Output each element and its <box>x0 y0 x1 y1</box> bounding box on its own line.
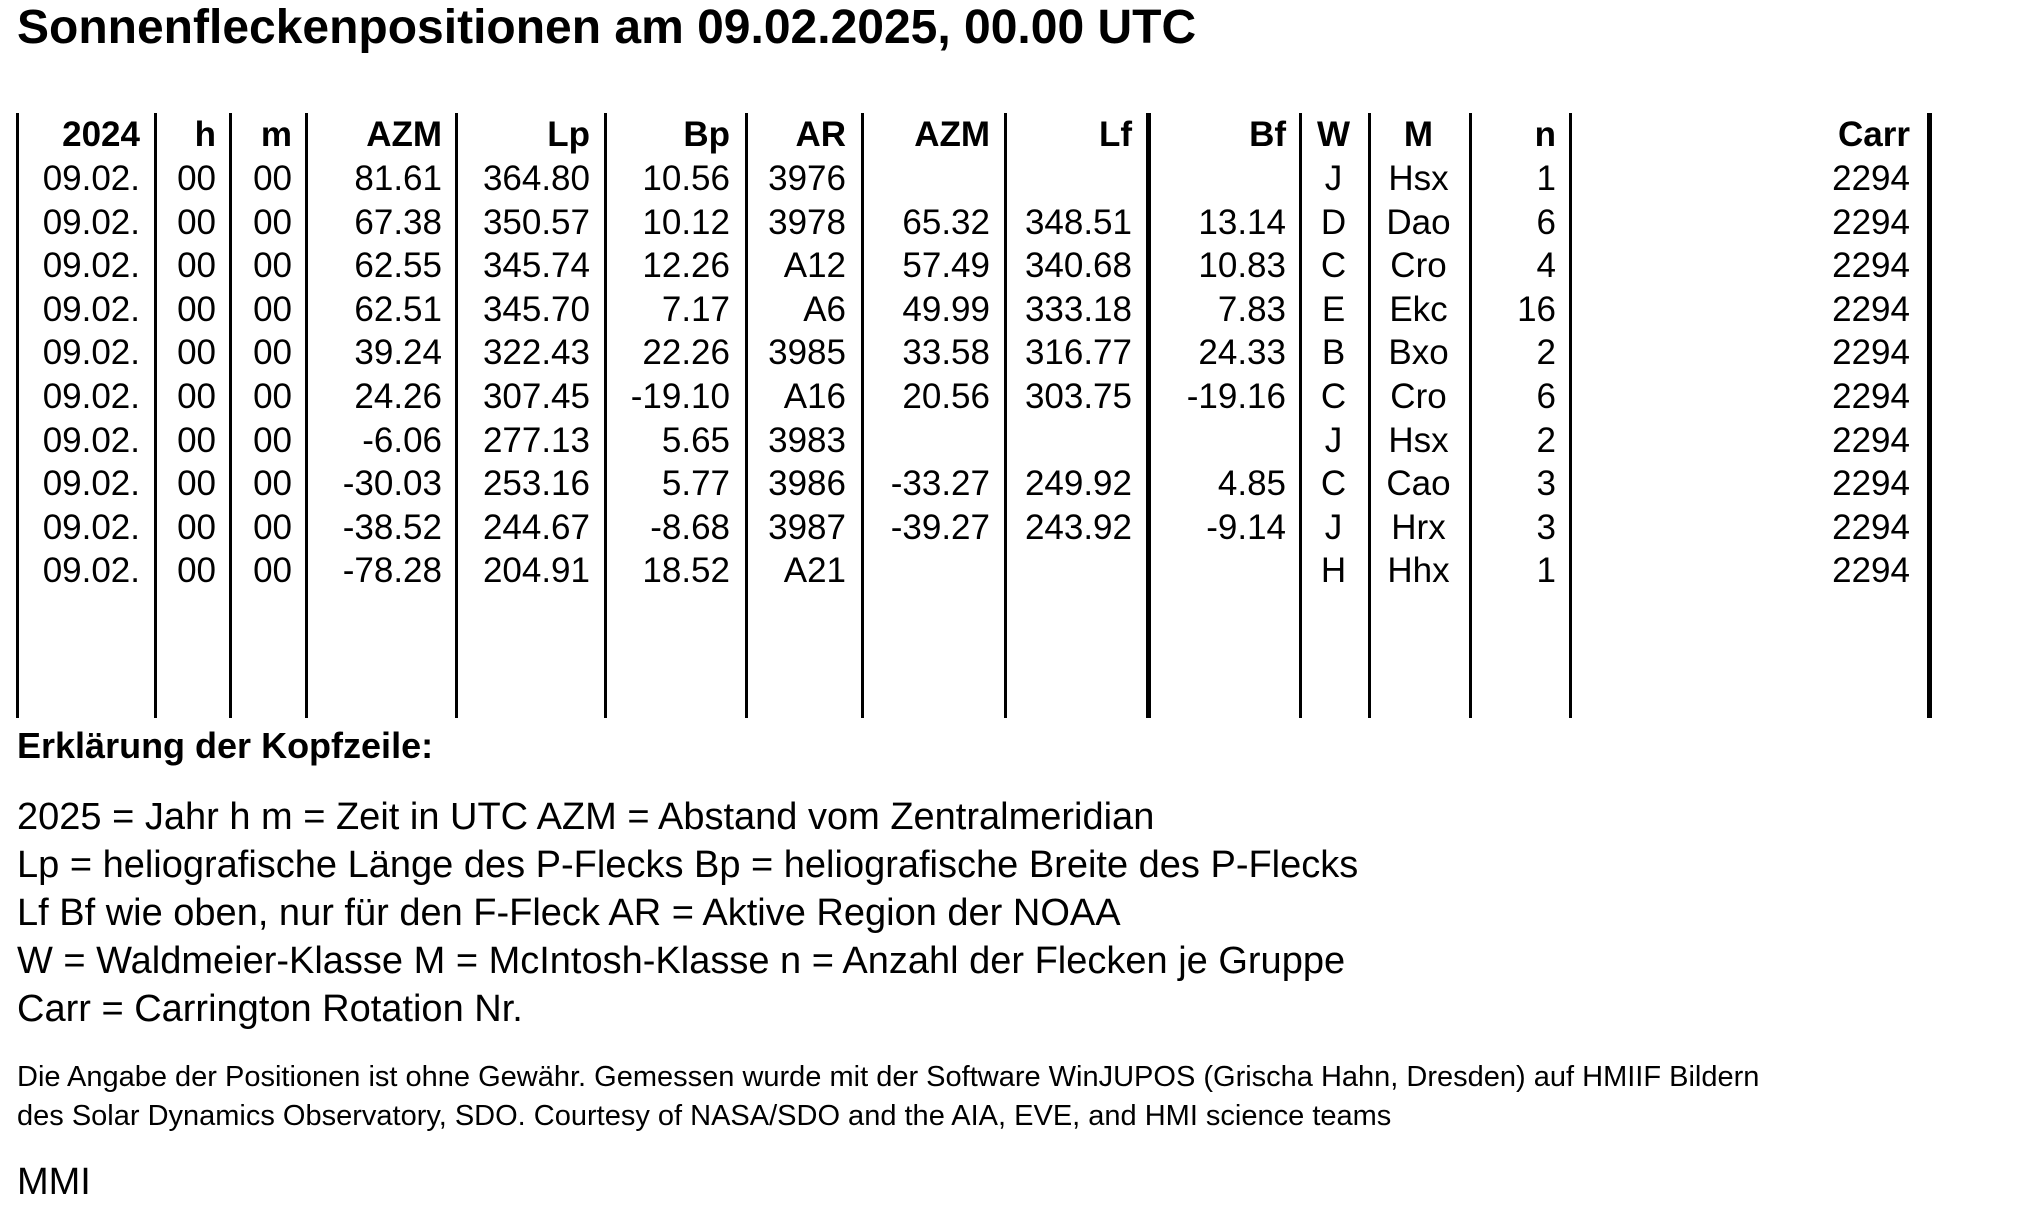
table-cell: 09.02. <box>42 159 140 198</box>
table-cell: 09.02. <box>42 333 140 373</box>
table-cell: 303.75 <box>1024 377 1132 416</box>
table-cell: Hsx <box>1388 420 1449 460</box>
table-header-cell: W <box>1316 115 1351 154</box>
table-cell: 13.14 <box>1198 202 1286 242</box>
table-cell: -78.28 <box>342 551 442 591</box>
table-column-divider <box>1927 113 1932 718</box>
table-cell: 09.02. <box>42 420 140 460</box>
table-cell: 20.56 <box>902 377 990 416</box>
table-cell: 345.74 <box>482 246 590 286</box>
table-cell: 00 <box>177 159 216 198</box>
table-cell: 00 <box>177 333 216 373</box>
table-cell: 2294 <box>1832 202 1910 242</box>
table-cell: 67.38 <box>354 202 442 242</box>
table-cell: 00 <box>253 202 292 242</box>
table-header-cell: n <box>1534 115 1556 154</box>
table-cell: 243.92 <box>1024 507 1132 547</box>
table-cell: 09.02. <box>42 289 140 329</box>
table-cell: 2 <box>1536 333 1556 373</box>
table-cell: 00 <box>253 464 292 504</box>
table-header-cell: M <box>1403 115 1434 154</box>
table-cell: -30.03 <box>342 464 442 504</box>
table-cell: 00 <box>177 377 216 416</box>
table-cell: 350.57 <box>482 202 590 242</box>
table-cell: A21 <box>783 551 846 591</box>
table-cell: J <box>1324 507 1343 547</box>
table-cell: 322.43 <box>482 333 590 373</box>
table-cell: 24.26 <box>354 377 442 416</box>
table-cell: Cro <box>1390 246 1447 286</box>
table-cell: Hsx <box>1388 159 1449 198</box>
table-cell: 00 <box>177 551 216 591</box>
table-cell: 204.91 <box>482 551 590 591</box>
table-cell: 24.33 <box>1198 333 1286 373</box>
legend-title: Erklärung der Kopfzeile: <box>17 725 434 766</box>
table-cell: 4.85 <box>1217 464 1286 504</box>
legend-line: Lp = heliografische Länge des P-Flecks Bp = heliografische Breite des P-Flecks <box>17 844 1359 886</box>
table-cell: 00 <box>253 159 292 198</box>
table-cell: 18.52 <box>642 551 730 591</box>
table-cell: 316.77 <box>1024 333 1132 373</box>
table-cell: Bxo <box>1388 333 1449 373</box>
table-cell: 00 <box>253 551 292 591</box>
disclaimer-line: Die Angabe der Positionen ist ohne Gewähr. Gemessen wurde mit der Software WinJUPOS (Grischa Hahn, Dresden) auf HMIIF Bildern <box>17 1061 1760 1093</box>
table-cell: 7.83 <box>1217 289 1286 329</box>
table-cell: 5.65 <box>661 420 730 460</box>
table-cell: 2294 <box>1832 507 1910 547</box>
table-cell: C <box>1320 246 1347 286</box>
table-cell: 2294 <box>1832 551 1910 591</box>
table-cell: 33.58 <box>902 333 990 373</box>
table-header-cell: Carr <box>1838 115 1910 154</box>
table-cell: 49.99 <box>902 289 990 329</box>
table-cell: 10.56 <box>642 159 730 198</box>
table-cell: 3987 <box>768 507 846 547</box>
table-cell: 3978 <box>768 202 846 242</box>
table-cell: 253.16 <box>482 464 590 504</box>
table-cell: 00 <box>253 333 292 373</box>
table-cell: 65.32 <box>902 202 990 242</box>
table-cell: 249.92 <box>1024 464 1132 504</box>
table-cell: 3 <box>1536 464 1556 504</box>
table-cell: 3986 <box>768 464 846 504</box>
page-title: Sonnenfleckenpositionen am 09.02.2025, 00.00 UTC <box>17 1 1197 54</box>
table-cell: 2294 <box>1832 377 1910 416</box>
table-cell: 09.02. <box>42 246 140 286</box>
table-cell: 09.02. <box>42 464 140 504</box>
table-cell: B <box>1321 333 1346 373</box>
table-cell: 00 <box>177 507 216 547</box>
legend-line: Lf Bf wie oben, nur für den F-Fleck AR = Aktive Region der NOAA <box>17 892 1121 934</box>
table-cell: -19.16 <box>1186 377 1286 416</box>
legend-line: 2025 = Jahr h m = Zeit in UTC AZM = Abstand vom Zentralmeridian <box>17 796 1155 838</box>
table-cell: A16 <box>783 377 846 416</box>
table-cell: A12 <box>783 246 846 286</box>
table-header-cell: Lf <box>1098 115 1132 154</box>
table-header-cell: m <box>260 115 292 154</box>
table-header-cell: AZM <box>366 115 442 154</box>
signature: MMI <box>17 1161 91 1203</box>
table-cell: 277.13 <box>482 420 590 460</box>
table-cell: 09.02. <box>42 507 140 547</box>
disclaimer <box>17 1058 2022 1136</box>
table-cell: 333.18 <box>1024 289 1132 329</box>
table-cell: 57.49 <box>902 246 990 286</box>
table-cell: 39.24 <box>354 333 442 373</box>
table-cell: 4 <box>1536 246 1556 286</box>
table-cell: J <box>1324 420 1343 460</box>
table-cell: -39.27 <box>890 507 990 547</box>
table-cell: 3976 <box>768 159 846 198</box>
table-cell: 62.51 <box>354 289 442 329</box>
table-cell: 00 <box>253 420 292 460</box>
table-cell: 6 <box>1536 377 1556 416</box>
table-cell: -33.27 <box>890 464 990 504</box>
table-cell: C <box>1320 377 1347 416</box>
table-cell: 00 <box>177 202 216 242</box>
table-cell: 307.45 <box>482 377 590 416</box>
table-cell: -9.14 <box>1206 507 1286 547</box>
table-cell: Hhx <box>1387 551 1450 591</box>
table-cell: 00 <box>253 289 292 329</box>
table-cell: 10.83 <box>1198 246 1286 286</box>
table-header-cell: 2024 <box>62 115 140 154</box>
table-cell: 3985 <box>768 333 846 373</box>
table-cell: 10.12 <box>642 202 730 242</box>
table-cell: D <box>1320 202 1347 242</box>
table-cell: 345.70 <box>482 289 590 329</box>
table-cell: 340.68 <box>1024 246 1132 286</box>
table-header-cell: Lp <box>547 115 590 154</box>
table-cell: 3 <box>1536 507 1556 547</box>
table-cell: 2294 <box>1832 464 1910 504</box>
table-column-divider <box>1569 113 1572 718</box>
table-cell: H <box>1320 551 1347 591</box>
table-cell: Ekc <box>1389 289 1448 329</box>
table-cell: 12.26 <box>642 246 730 286</box>
table-cell: 2294 <box>1832 159 1910 198</box>
disclaimer-line: des Solar Dynamics Observatory, SDO. Courtesy of NASA/SDO and the AIA, EVE, and HMI science teams <box>17 1100 1392 1132</box>
table-cell: 00 <box>253 377 292 416</box>
table-cell: 22.26 <box>642 333 730 373</box>
table-cell: 3983 <box>768 420 846 460</box>
table-header-cell: AZM <box>914 115 990 154</box>
table-cell: Cro <box>1390 377 1447 416</box>
table-cell: C <box>1320 464 1347 504</box>
table-cell: -19.10 <box>630 377 730 416</box>
table-cell: 09.02. <box>42 202 140 242</box>
table-cell: 00 <box>177 464 216 504</box>
table-cell: -8.68 <box>650 507 730 547</box>
table-cell: 6 <box>1536 202 1556 242</box>
table-cell: 364.80 <box>482 159 590 198</box>
table-cell: Cao <box>1386 464 1451 504</box>
table-cell: 09.02. <box>42 551 140 591</box>
table-header-cell: AR <box>795 115 846 154</box>
table-cell: 00 <box>177 289 216 329</box>
table-cell: E <box>1321 289 1346 329</box>
legend-line: W = Waldmeier-Klasse M = McIntosh-Klasse n = Anzahl der Flecken je Gruppe <box>17 940 1346 982</box>
table-cell: A6 <box>803 289 846 329</box>
table-header-cell: Bp <box>683 115 730 154</box>
table-cell: 00 <box>177 420 216 460</box>
table-cell: 00 <box>177 246 216 286</box>
table-cell: Dao <box>1386 202 1451 242</box>
table-cell: 2 <box>1536 420 1556 460</box>
table-cell: 2294 <box>1832 420 1910 460</box>
table-cell: 09.02. <box>42 377 140 416</box>
table-cell: 16 <box>1517 289 1556 329</box>
table-cell: 1 <box>1536 551 1556 591</box>
table-cell: 62.55 <box>354 246 442 286</box>
table-cell: 2294 <box>1832 246 1910 286</box>
sunspot-table <box>16 113 1933 718</box>
table-cell: 5.77 <box>661 464 730 504</box>
table-cell: 244.67 <box>482 507 590 547</box>
table-cell: J <box>1324 159 1343 198</box>
table-cell: 00 <box>253 246 292 286</box>
table-header-cell: h <box>194 115 216 154</box>
table-cell: -38.52 <box>342 507 442 547</box>
legend-line: Carr = Carrington Rotation Nr. <box>17 988 523 1030</box>
table-cell: 81.61 <box>354 159 442 198</box>
table-cell: 2294 <box>1832 289 1910 329</box>
table-cell: 2294 <box>1832 333 1910 373</box>
legend <box>17 793 1358 1033</box>
table-cell: 00 <box>253 507 292 547</box>
table-cell: 1 <box>1536 159 1556 198</box>
table-header-cell: Bf <box>1249 115 1286 154</box>
table-cell: 348.51 <box>1024 202 1132 242</box>
table-cell: Hrx <box>1391 507 1446 547</box>
table-cell: -6.06 <box>362 420 442 460</box>
table-cell: 7.17 <box>661 289 730 329</box>
